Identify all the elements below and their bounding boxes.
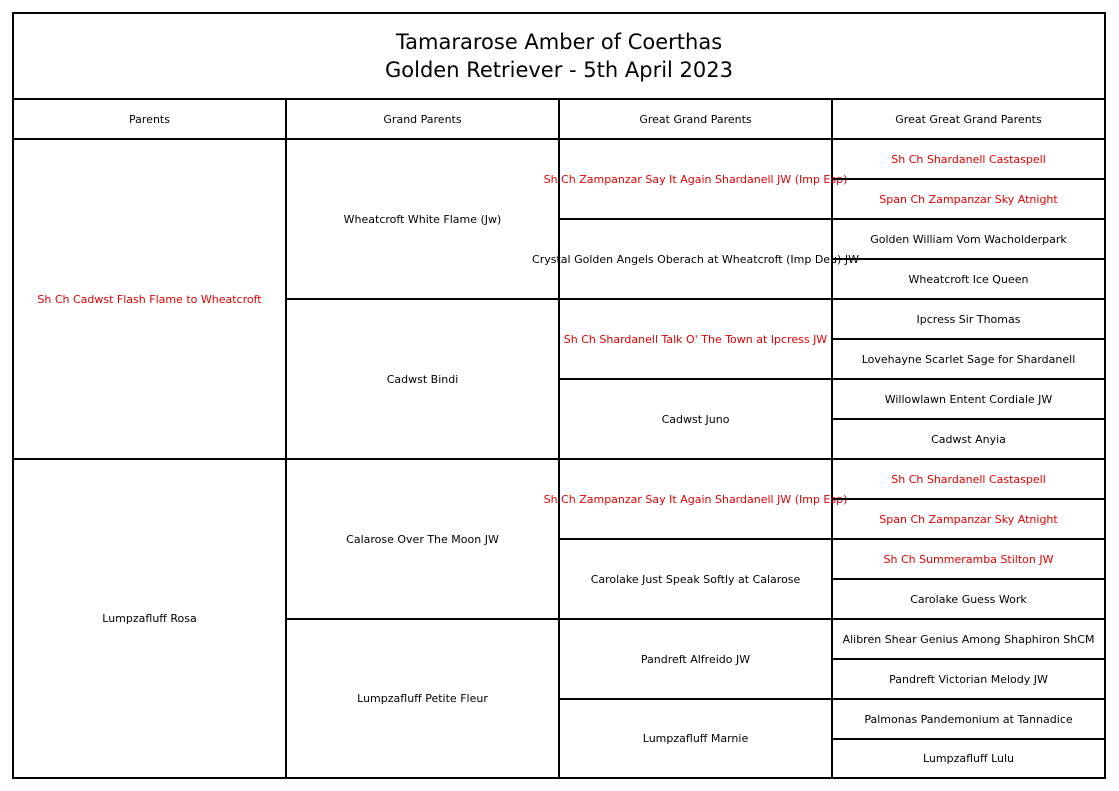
great-grand-parent-5: Sh Ch Zampanzar Say It Again Shardanell JW (Imp Esp) [560,460,833,540]
header-parents: Parents [14,100,287,140]
great-grand-parent-7: Pandreft Alfreido JW [560,620,833,700]
parent-dam: Lumpzafluff Rosa [14,460,287,777]
pedigree-title [14,14,1104,100]
great-great-grand-parent-7: Willowlawn Entent Cordiale JW [833,380,1104,420]
great-great-grand-parent-13: Alibren Shear Genius Among Shaphiron ShCM [833,620,1104,660]
great-great-grand-parent-9: Sh Ch Shardanell Castaspell [833,460,1104,500]
parent-sire: Sh Ch Cadwst Flash Flame to Wheatcroft [14,140,287,460]
great-great-grand-parent-8: Cadwst Anyia [833,420,1104,460]
great-great-grand-parent-5: Ipcress Sir Thomas [833,300,1104,340]
great-great-grand-parent-2: Span Ch Zampanzar Sky Atnight [833,180,1104,220]
header-great-grand-parents: Great Grand Parents [560,100,833,140]
great-great-grand-parent-12: Carolake Guess Work [833,580,1104,620]
grand-parent-3: Calarose Over The Moon JW [287,460,560,620]
breed-and-date: Golden Retriever - 5th April 2023 [385,58,733,82]
grand-parent-4: Lumpzafluff Petite Fleur [287,620,560,777]
great-grand-parent-1: Sh Ch Zampanzar Say It Again Shardanell JW (Imp Esp) [560,140,833,220]
great-great-grand-parent-1: Sh Ch Shardanell Castaspell [833,140,1104,180]
great-grand-parent-2: Crystal Golden Angels Oberach at Wheatcroft (Imp Deu) JW [560,220,833,300]
pedigree-chart [12,12,1106,779]
grand-parent-1: Wheatcroft White Flame (Jw) [287,140,560,300]
great-grand-parent-3: Sh Ch Shardanell Talk O' The Town at Ipcress JW [560,300,833,380]
great-great-grand-parent-6: Lovehayne Scarlet Sage for Shardanell [833,340,1104,380]
header-grand-parents: Grand Parents [287,100,560,140]
great-grand-parent-4: Cadwst Juno [560,380,833,460]
great-grand-parent-6: Carolake Just Speak Softly at Calarose [560,540,833,620]
grand-parent-2: Cadwst Bindi [287,300,560,460]
great-great-grand-parent-14: Pandreft Victorian Melody JW [833,660,1104,700]
great-great-grand-parent-4: Wheatcroft Ice Queen [833,260,1104,300]
great-great-grand-parent-15: Palmonas Pandemonium at Tannadice [833,700,1104,740]
great-great-grand-parent-10: Span Ch Zampanzar Sky Atnight [833,500,1104,540]
great-grand-parent-8: Lumpzafluff Marnie [560,700,833,777]
dog-name: Tamararose Amber of Coerthas [395,30,723,54]
great-great-grand-parent-3: Golden William Vom Wacholderpark [833,220,1104,260]
great-great-grand-parent-11: Sh Ch Summeramba Stilton JW [833,540,1104,580]
great-great-grand-parent-16: Lumpzafluff Lulu [922,752,1015,765]
header-great-great-grand-parents: Great Great Grand Parents [833,100,1104,140]
